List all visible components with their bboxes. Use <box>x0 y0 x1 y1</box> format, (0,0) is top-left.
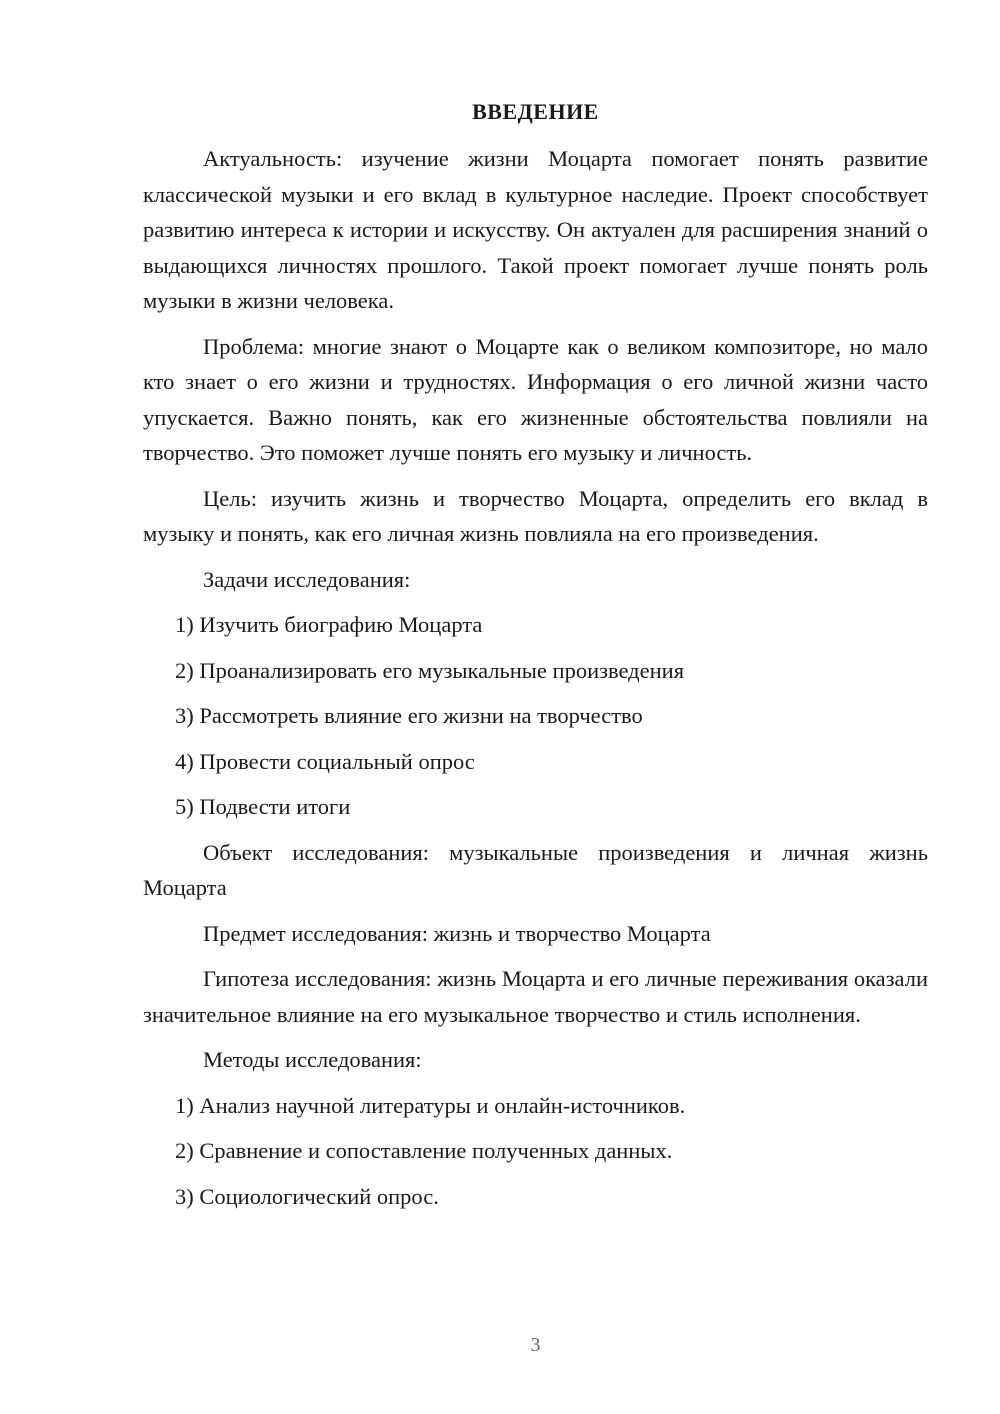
list-item: 2) Проанализировать его музыкальные произведения <box>175 657 685 683</box>
methods-list <box>143 1088 928 1215</box>
methods-heading: Методы исследования: <box>203 1047 422 1072</box>
list-item: 3) Рассмотреть влияние его жизни на творчество <box>175 703 643 728</box>
list-item: 5) Подвести итоги <box>175 794 351 819</box>
section-title: ВВЕДЕНИЕ <box>472 99 599 124</box>
list-item: 1) Анализ научной литературы и онлайн-источников. <box>175 1092 686 1118</box>
document-body <box>143 141 928 1224</box>
problem-paragraph: Проблема: многие знают о Моцарте как о великом композиторе, но мало кто знает о его жизни и трудностях. Информация о его личной жизни часто упускается. Важно понять, как его жизненные обстоятельства повлияли на творчество. Это поможет лучше понять его музыку и личность. <box>143 333 928 465</box>
list-item: 3) Социологический опрос. <box>175 1183 439 1209</box>
goal-paragraph: Цель: изучить жизнь и творчество Моцарта, определить его вклад в музыку и понять, как его личная жизнь повлияла на его произведения. <box>143 485 928 546</box>
list-item: 1) Изучить биографию Моцарта <box>175 612 483 637</box>
list-item: 2) Сравнение и сопоставление полученных данных. <box>175 1138 673 1163</box>
hypothesis-paragraph: Гипотеза исследования: жизнь Моцарта и его личные переживания оказали значительное влияние на его музыкальное творчество и стиль исполнения. <box>143 966 928 1027</box>
relevance-paragraph: Актуальность: изучение жизни Моцарта помогает понять развитие классической музыки и его вклад в культурное наследие. Проект способствует развитию интереса к истории и искусству. Он актуален для расширения знаний о выдающихся личностях прошлого. Такой проект помогает лучше понять роль музыки в жизни человека. <box>143 146 928 313</box>
page-number: 3 <box>530 1334 541 1356</box>
list-item: 4) Провести социальный опрос <box>175 748 475 774</box>
object-paragraph: Объект исследования: музыкальные произведения и личная жизнь Моцарта <box>143 839 928 900</box>
document-page <box>143 0 928 1414</box>
subject-paragraph: Предмет исследования: жизнь и творчество Моцарта <box>203 920 711 946</box>
tasks-list <box>143 607 928 825</box>
tasks-heading: Задачи исследования: <box>203 566 411 592</box>
